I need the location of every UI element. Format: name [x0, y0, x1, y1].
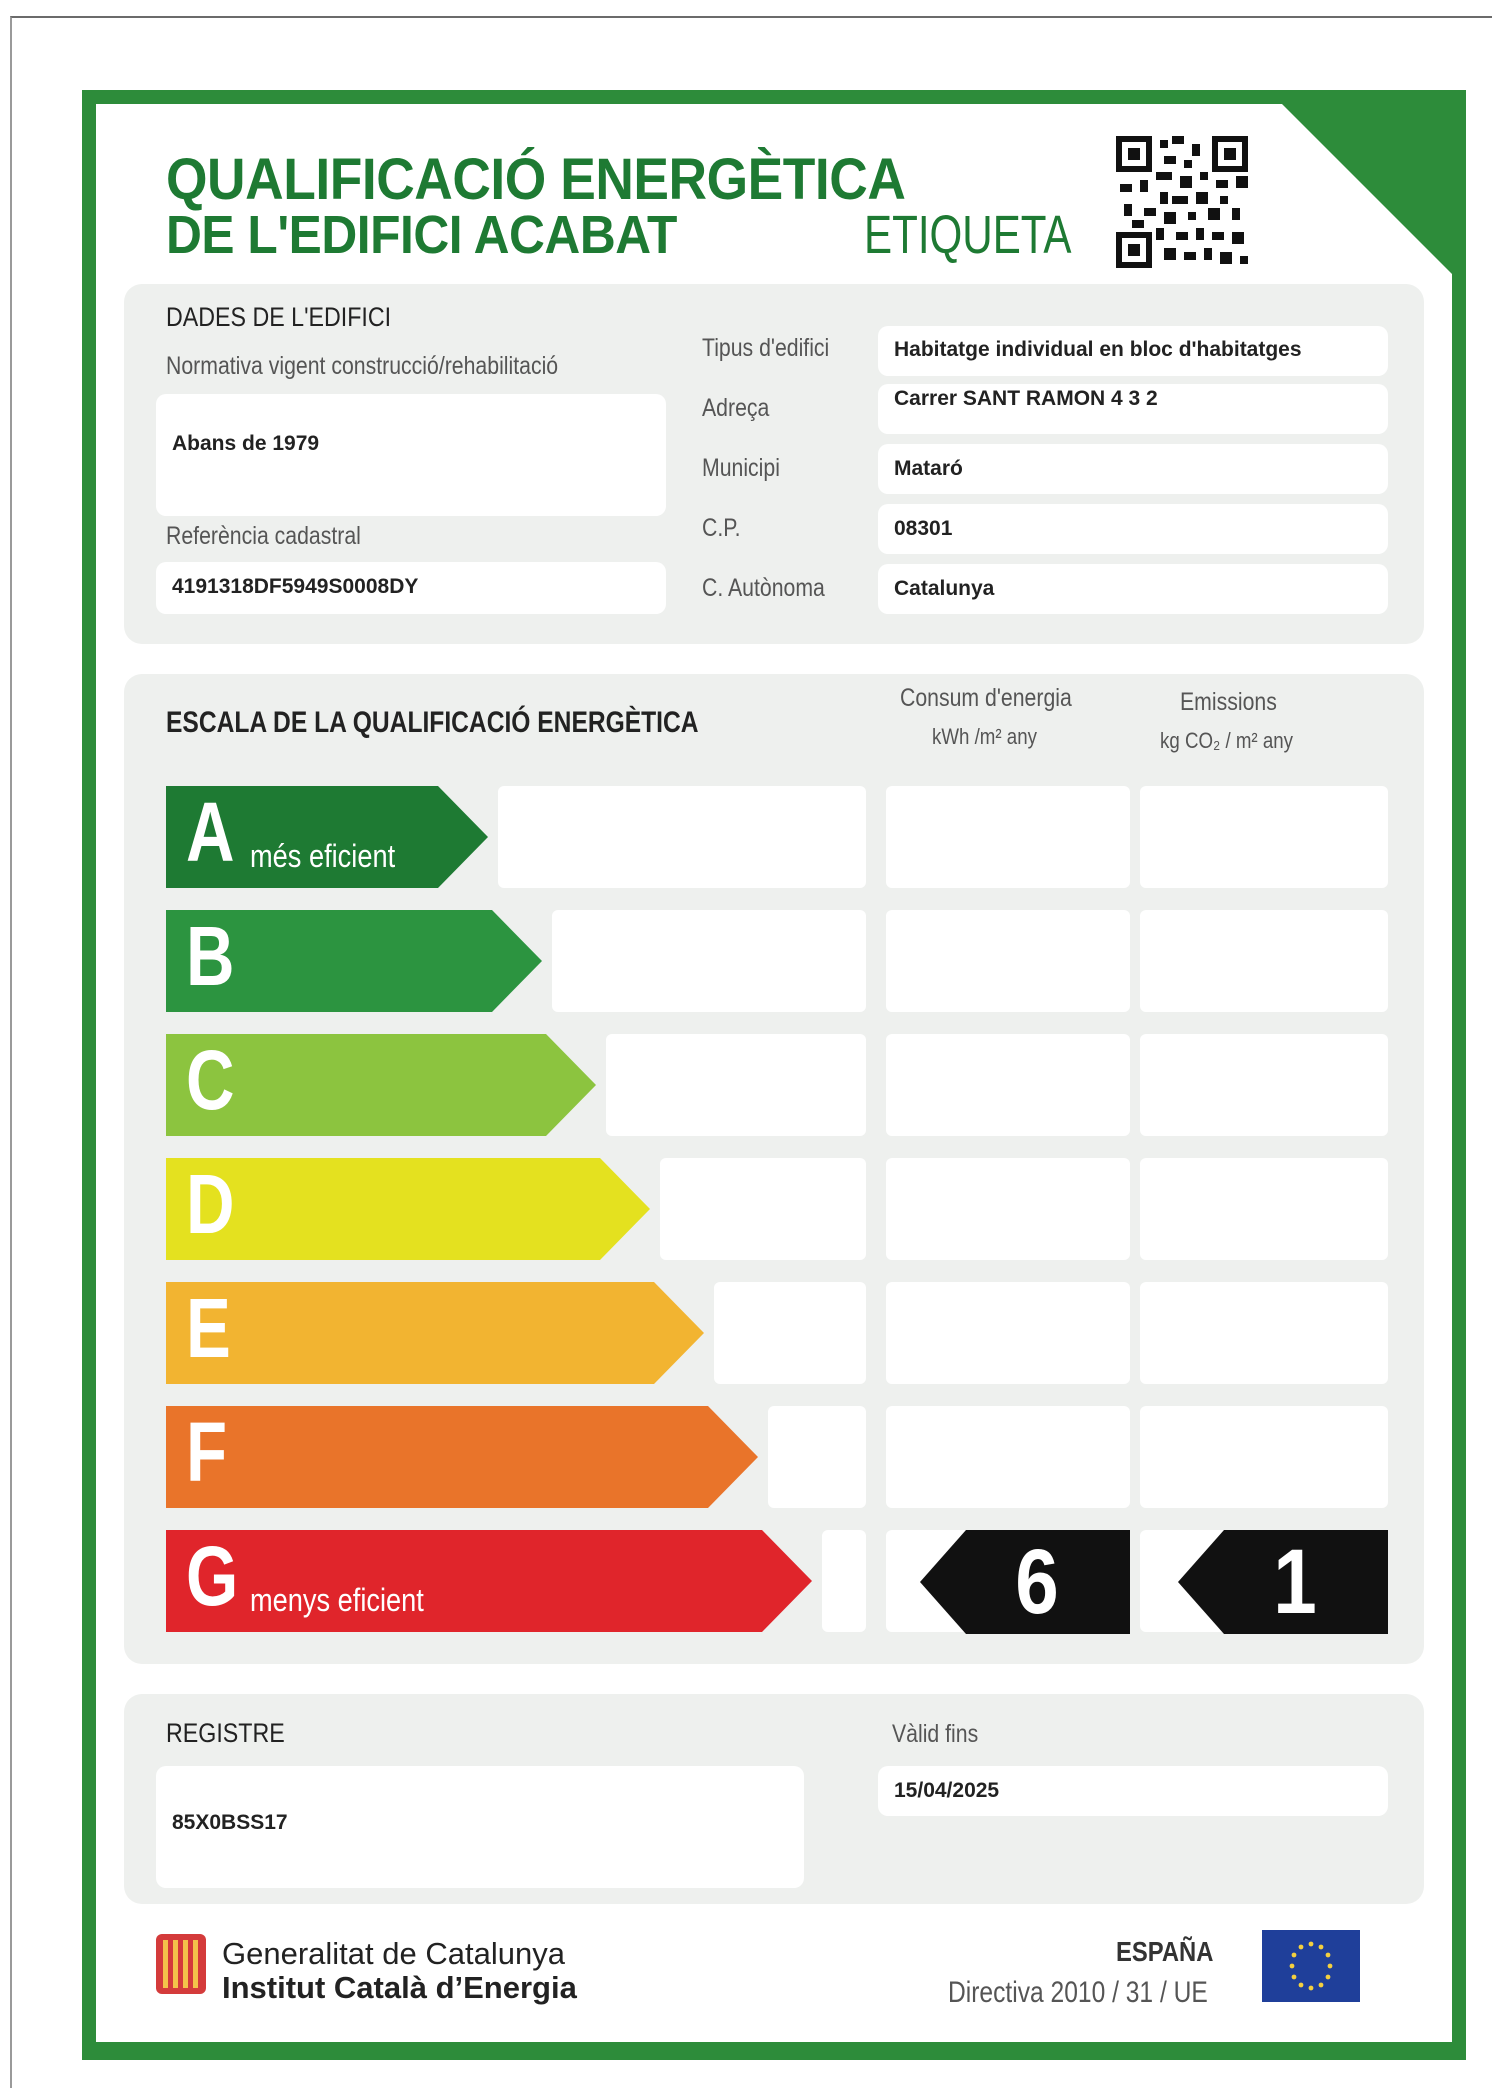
scale-row-background — [606, 1034, 866, 1136]
municipi-label: Municipi — [702, 454, 780, 482]
scale-row-background — [498, 786, 866, 888]
scale-row-background — [714, 1282, 866, 1384]
title-line-2: DE L'EDIFICI ACABAT — [166, 205, 677, 265]
adreca-value: Carrer SANT RAMON 4 3 2 — [894, 387, 1158, 410]
tipus-label: Tipus d'edifici — [702, 334, 830, 362]
energy-class-bar-a — [166, 786, 488, 886]
emissions-value-arrow — [1178, 1530, 1388, 1634]
energy-class-bar-d — [166, 1158, 650, 1258]
energy-label-card — [82, 90, 1466, 2060]
scale-row-background — [552, 910, 866, 1012]
tipus-field — [878, 326, 1388, 376]
cp-field — [878, 504, 1388, 554]
scale-row-background — [660, 1158, 866, 1260]
adreca-label: Adreça — [702, 394, 770, 422]
valid-value: 15/04/2025 — [894, 1779, 1000, 1802]
class-arrow-shape — [166, 1406, 758, 1508]
emissions-cell — [1140, 1282, 1388, 1384]
consum-cell — [886, 1282, 1130, 1384]
class-letter: D — [186, 1157, 235, 1251]
emissions-unit: kg CO₂ / m² any — [1160, 728, 1293, 753]
energy-class-bar-c — [166, 1034, 596, 1134]
normativa-field — [156, 394, 666, 516]
adreca-field — [878, 384, 1388, 434]
energy-label-inner — [96, 104, 1452, 2042]
emissions-cell — [1140, 1158, 1388, 1260]
emissions-cell — [1140, 1034, 1388, 1136]
registre-label: REGISTRE — [166, 1718, 285, 1748]
energy-class-bar-e — [166, 1282, 704, 1382]
title-line-1: QUALIFICACIÓ ENERGÈTICA — [166, 147, 906, 212]
referencia-value: 4191318DF5949S0008DY — [172, 575, 419, 598]
autonoma-field — [878, 564, 1388, 614]
tipus-value: Habitatge individual en bloc d'habitatges — [894, 338, 1302, 361]
org-line-1: Generalitat de Catalunya — [222, 1936, 565, 1971]
class-caption: més eficient — [250, 838, 396, 874]
emissions-cell — [1140, 1406, 1388, 1508]
cp-value: 08301 — [894, 517, 953, 540]
normativa-label: Normativa vigent construcció/rehabilitació — [166, 352, 559, 380]
class-arrow-shape — [166, 1282, 704, 1384]
scale-row-background — [768, 1406, 866, 1508]
scale-title: ESCALA DE LA QUALIFICACIÓ ENERGÈTICA — [166, 706, 699, 739]
energy-class-bar-b — [166, 910, 542, 1010]
consum-value-arrow — [920, 1530, 1130, 1634]
cp-label: C.P. — [702, 514, 741, 542]
registre-field — [156, 1766, 804, 1888]
referencia-field — [156, 562, 666, 614]
class-caption: menys eficient — [250, 1582, 424, 1618]
qr-code-icon — [1116, 136, 1248, 268]
registre-value: 85X0BSS17 — [172, 1811, 288, 1834]
consum-cell — [886, 786, 1130, 888]
consum-unit: kWh /m² any — [932, 724, 1037, 749]
municipi-field — [878, 444, 1388, 494]
consum-cell — [886, 910, 1130, 1012]
normativa-value: Abans de 1979 — [172, 432, 320, 455]
class-letter: B — [186, 909, 235, 1003]
emissions-cell — [1140, 910, 1388, 1012]
valid-label: Vàlid fins — [892, 1720, 979, 1748]
building-section-title: DADES DE L'EDIFICI — [166, 302, 392, 332]
emissions-label: Emissions — [1180, 688, 1277, 716]
consum-cell — [886, 1034, 1130, 1136]
referencia-label: Referència cadastral — [166, 522, 361, 550]
energy-class-bar-f — [166, 1406, 758, 1506]
consum-label: Consum d'energia — [900, 684, 1072, 712]
class-letter: E — [186, 1281, 231, 1375]
directive-label: Directiva 2010 / 31 / UE — [948, 1976, 1208, 2009]
corner-triangle — [1282, 104, 1452, 274]
consum-cell — [886, 1406, 1130, 1508]
emissions-value: 1 — [1273, 1531, 1317, 1633]
emissions-cell — [1140, 786, 1388, 888]
energy-class-bar-g — [166, 1530, 812, 1630]
generalitat-logo-icon — [156, 1934, 206, 1994]
autonoma-label: C. Autònoma — [702, 574, 825, 602]
eu-flag-icon — [1262, 1930, 1360, 2002]
org-line-2: Institut Català d’Energia — [222, 1970, 577, 2005]
etiqueta-label: ETIQUETA — [864, 205, 1072, 265]
valid-field — [878, 1766, 1388, 1816]
consum-value: 6 — [1015, 1531, 1059, 1633]
class-letter: F — [186, 1405, 228, 1499]
class-letter: G — [186, 1529, 239, 1623]
country-label: ESPAÑA — [1116, 1936, 1214, 1967]
class-arrow-shape — [166, 1158, 650, 1260]
autonoma-value: Catalunya — [894, 577, 995, 600]
municipi-value: Mataró — [894, 457, 963, 480]
scale-row-background — [822, 1530, 866, 1632]
consum-cell — [886, 1158, 1130, 1260]
class-letter: A — [186, 785, 235, 879]
class-letter: C — [186, 1033, 235, 1127]
